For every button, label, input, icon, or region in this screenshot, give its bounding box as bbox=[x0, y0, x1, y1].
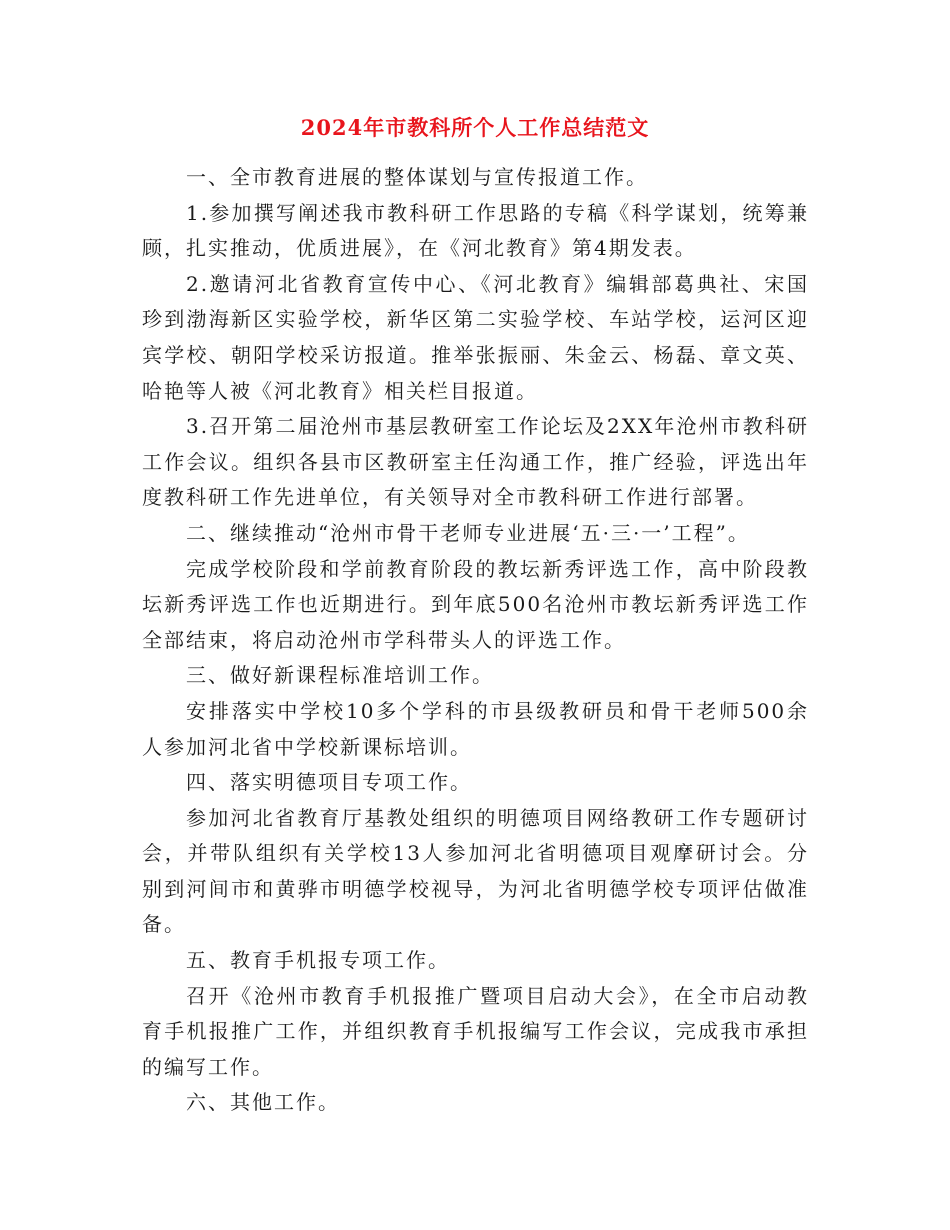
paragraph-section-3: 安排落实中学校10多个学科的市县级教研员和骨干老师500余人参加河北省中学校新课标培训。 bbox=[142, 698, 809, 759]
section-heading-4: 四、落实明德项目专项工作。 bbox=[186, 770, 472, 795]
document-title: 2024年市教科所个人工作总结范文 bbox=[300, 115, 650, 140]
section-heading-5: 五、教育手机报专项工作。 bbox=[186, 948, 450, 973]
document-body bbox=[142, 160, 809, 1121]
paragraph-section-2: 完成学校阶段和学前教育阶段的教坛新秀评选工作，高中阶段教坛新秀评选工作也近期进行。到年底500名沧州市教坛新秀评选工作全部结束，将启动沧州市学科带头人的评选工作。 bbox=[142, 556, 809, 652]
paragraph-item-1: 1.参加撰写阐述我市教科研工作思路的专稿《科学谋划，统筹兼顾，扎实推动，优质进展》，在《河北教育》第4期发表。 bbox=[142, 200, 809, 261]
section-heading-1: 一、全市教育进展的整体谋划与宣传报道工作。 bbox=[186, 165, 648, 189]
section-heading-6: 六、其他工作。 bbox=[186, 1090, 340, 1115]
paragraph-section-5: 召开《沧州市教育手机报推广暨项目启动大会》，在全市启动教育手机报推广工作，并组织教育手机报编写工作会议，完成我市承担的编写工作。 bbox=[142, 983, 809, 1079]
paragraph-section-4: 参加河北省教育厅基教处组织的明德项目网络教研工作专题研讨会，并带队组织有关学校13人参加河北省明德项目观摩研讨会。分别到河间市和黄骅市明德学校视导，为河北省明德学校专项评估做准备。 bbox=[142, 805, 809, 937]
section-heading-3: 三、做好新课程标准培训工作。 bbox=[186, 663, 494, 688]
paragraph-item-3: 3.召开第二届沧州市基层教研室工作论坛及2XX年沧州市教科研工作会议。组织各县市区教研室主任沟通工作，推广经验，评选出年度教科研工作先进单位，有关领导对全市教科研工作进行部署。 bbox=[142, 414, 809, 510]
paragraph-item-2: 2.邀请河北省教育宣传中心、《河北教育》编辑部葛典社、宋国珍到渤海新区实验学校，新华区第二实验学校、车站学校，运河区迎宾学校、朝阳学校采访报道。推举张振丽、朱金云、杨磊、章文英、哈艳等人被《河北教育》相关栏目报道。 bbox=[142, 271, 809, 403]
section-heading-2: 二、继续推动“沧州市骨干老师专业进展‘五·三·一’工程”。 bbox=[186, 520, 750, 545]
